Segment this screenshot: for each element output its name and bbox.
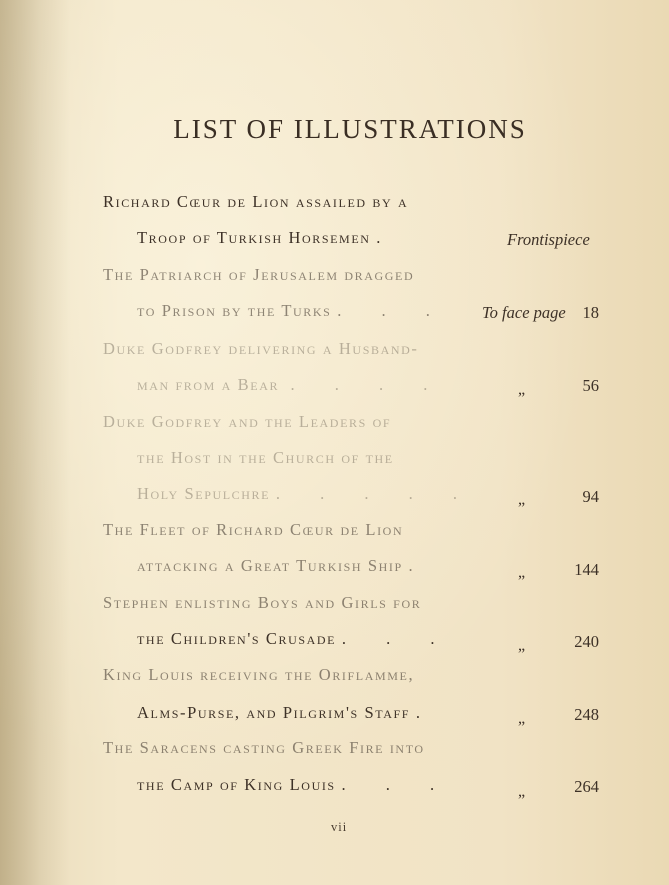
entry-3-ditto: „ [518,381,526,398]
entry-6-line-2: the Children's Crusade . . . [137,629,453,648]
entry-4-ditto: „ [518,491,526,508]
entry-7-page-number: 248 [574,705,599,724]
entry-8-ditto: „ [518,783,526,800]
entry-4-line-1: Duke Godfrey and the Leaders of [103,412,392,431]
entry-6-page-number: 240 [574,632,599,651]
entry-5-line-2: attacking a Great Turkish Ship . [137,556,431,575]
entry-1-frontispiece: Frontispiece [507,230,590,249]
entry-4-line-3: Holy Sepulchre . . . . . [137,484,475,503]
entry-3-page-number: 56 [582,376,599,395]
entry-5-ditto: „ [518,564,526,581]
entry-4-page-number: 94 [582,487,599,506]
entry-1-line-2: Troop of Turkish Horsemen . [137,228,399,247]
entry-7-line-2: Alms-Purse, and Pilgrim's Staff . [137,703,438,722]
page-title: LIST OF ILLUSTRATIONS [173,114,527,144]
entry-7-line-1: King Louis receiving the Oriflamme, [103,665,415,684]
entry-8-line-2: the Camp of King Louis . . . [137,775,453,794]
entry-7-ditto: „ [518,710,526,727]
entry-5-line-1: The Fleet of Richard Cœur de Lion [103,520,404,539]
entry-6-line-1: Stephen enlisting Boys and Girls for [103,593,422,612]
entry-6-ditto: „ [518,637,526,654]
entry-4-line-2: the Host in the Church of the [137,448,394,467]
entry-5-page-number: 144 [574,560,599,579]
entry-8-page-number: 264 [574,777,599,796]
entry-2-line-1: The Patriarch of Jerusalem dragged [103,265,415,284]
entry-3-line-1: Duke Godfrey delivering a Husband- [103,339,419,358]
entry-2-line-2: to Prison by the Turks . . . [137,301,448,320]
folio-page-number: vii [331,820,348,834]
entry-1-line-1: Richard Cœur de Lion assailed by a [103,192,409,211]
entry-8-line-1: The Saracens casting Greek Fire into [103,738,425,757]
entry-3-line-2: man from a Bear . . . . [137,375,446,394]
entry-2-page-number: 18 [582,303,599,322]
entry-2-ref-label: To face page [482,303,566,322]
